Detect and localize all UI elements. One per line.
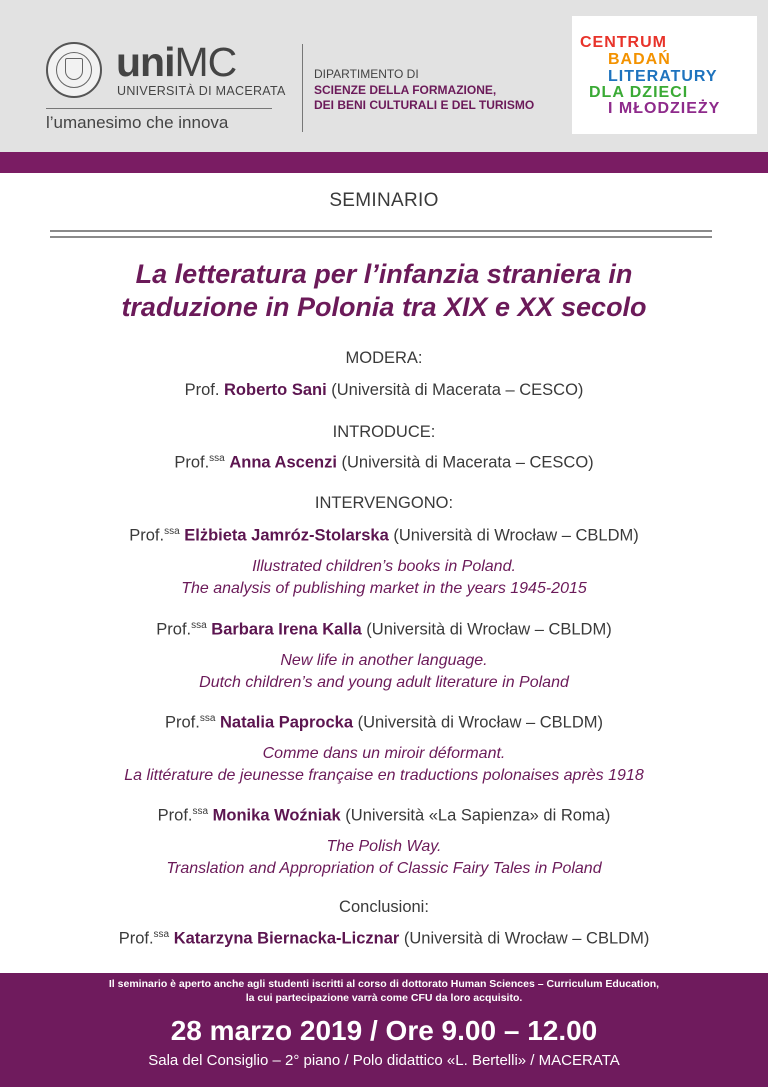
talk-title-line-2: Translation and Appropriation of Classic Fairy Tales in Poland (166, 860, 602, 877)
talk-title-line-1: Illustrated children’s books in Poland. (252, 558, 516, 575)
note-line-2: la cui partecipazione varrà come CFU da loro acquisito. (245, 992, 523, 1004)
moderator-label: MODERA: (345, 349, 423, 367)
talk-title-line-2: La littérature de jeunesse française en traductions polonaises après 1918 (124, 767, 644, 784)
speaker-name: Katarzyna Biernacka-Licznar (173, 929, 400, 948)
university-name: UNIVERSITÀ DI MACERATA (117, 84, 286, 98)
header-vertical-divider (302, 44, 303, 132)
note-line-1: Il seminario è aperto anche agli studenti iscritti al corso di dottorato Human Sciences – Curriculum Education, (108, 978, 660, 990)
speaker-name: Monika Woźniak (212, 806, 341, 825)
cbldm-logo (572, 16, 757, 134)
event-type: SEMINARIO (329, 190, 439, 211)
cbldm-line-4: DLA DZIECI (589, 84, 689, 101)
speaker-4: Prof.$^{ssa}$ Monika Woźniak (Università «La Sapienza» di Roma) (157, 806, 611, 825)
talk-2 (0, 650, 768, 694)
talk-title-line-2: Dutch children’s and young adult literature in Poland (199, 674, 569, 691)
seminar-title-line-1: La letteratura per l’infanzia straniera in (135, 259, 633, 289)
unimc-logo: uniMC (116, 39, 237, 85)
talk-title-line-1: New life in another language. (280, 652, 488, 669)
logo-divider (46, 108, 272, 109)
cbldm-line-3: LITERATURY (608, 68, 718, 85)
department-line-3: DEI BENI CULTURALI E DEL TURISMO (314, 98, 535, 112)
seminar-title (0, 258, 768, 324)
department-name (314, 67, 534, 114)
doctorate-note (0, 977, 768, 1005)
header-band (0, 0, 768, 152)
moderator: Prof. Roberto Sani (Università di Macerata – CESCO) (184, 381, 584, 399)
department-line-1: DIPARTIMENTO DI (314, 67, 419, 81)
moderator-name: Roberto Sani (224, 381, 327, 399)
talk-3 (0, 743, 768, 787)
speaker-2: Prof.$^{ssa}$ Barbara Irena Kalla (Università di Wrocław – CBLDM) (156, 620, 612, 639)
event-date-time: 28 marzo 2019 / Ore 9.00 – 12.00 (170, 1015, 598, 1046)
speaker-3: Prof.$^{ssa}$ Natalia Paprocka (Università di Wrocław – CBLDM) (165, 713, 603, 732)
speaker-name: Elżbieta Jamróz-Stolarska (184, 526, 389, 545)
cbldm-line-1: CENTRUM (580, 34, 667, 51)
seminar-title-line-2: traduzione in Polonia tra XIX e XX secolo (121, 292, 647, 322)
conclusions-label: Conclusioni: (339, 898, 429, 916)
cbldm-line-2: BADAŃ (608, 51, 671, 68)
title-rule-top (50, 230, 712, 232)
introducer: Prof.$^{ssa}$ Anna Ascenzi (Università di Macerata – CESCO) (174, 453, 594, 472)
introducer-name: Anna Ascenzi (229, 453, 337, 472)
talk-title-line-1: The Polish Way. (326, 838, 442, 855)
speakers-label: INTERVENGONO: (314, 494, 454, 512)
speaker-name: Natalia Paprocka (220, 713, 353, 732)
conclusions-speaker: Prof.$^{ssa}$ Katarzyna Biernacka-Licznar (Università di Wrocław – CBLDM) (118, 929, 650, 948)
purple-separator-band (0, 152, 768, 173)
intro-label: INTRODUCE: (332, 423, 436, 441)
speaker-name: Barbara Irena Kalla (211, 620, 362, 639)
speaker-1: Prof.$^{ssa}$ Elżbieta Jamróz-Stolarska (Università di Wrocław – CBLDM) (129, 526, 639, 545)
talk-4 (0, 836, 768, 880)
cbldm-line-5: I MŁODZIEŻY (608, 100, 721, 117)
university-motto: l’umanesimo che innova (46, 113, 229, 132)
talk-title-line-2: The analysis of publishing market in the years 1945-2015 (181, 580, 587, 597)
title-rule-bottom (50, 236, 712, 238)
talk-title-line-1: Comme dans un miroir déformant. (262, 745, 506, 762)
talk-1 (0, 556, 768, 600)
event-venue: Sala del Consiglio – 2° piano / Polo didattico «L. Bertelli» / MACERATA (148, 1052, 620, 1069)
university-seal-icon (46, 42, 102, 98)
department-line-2: SCIENZE DELLA FORMAZIONE, (314, 82, 497, 97)
